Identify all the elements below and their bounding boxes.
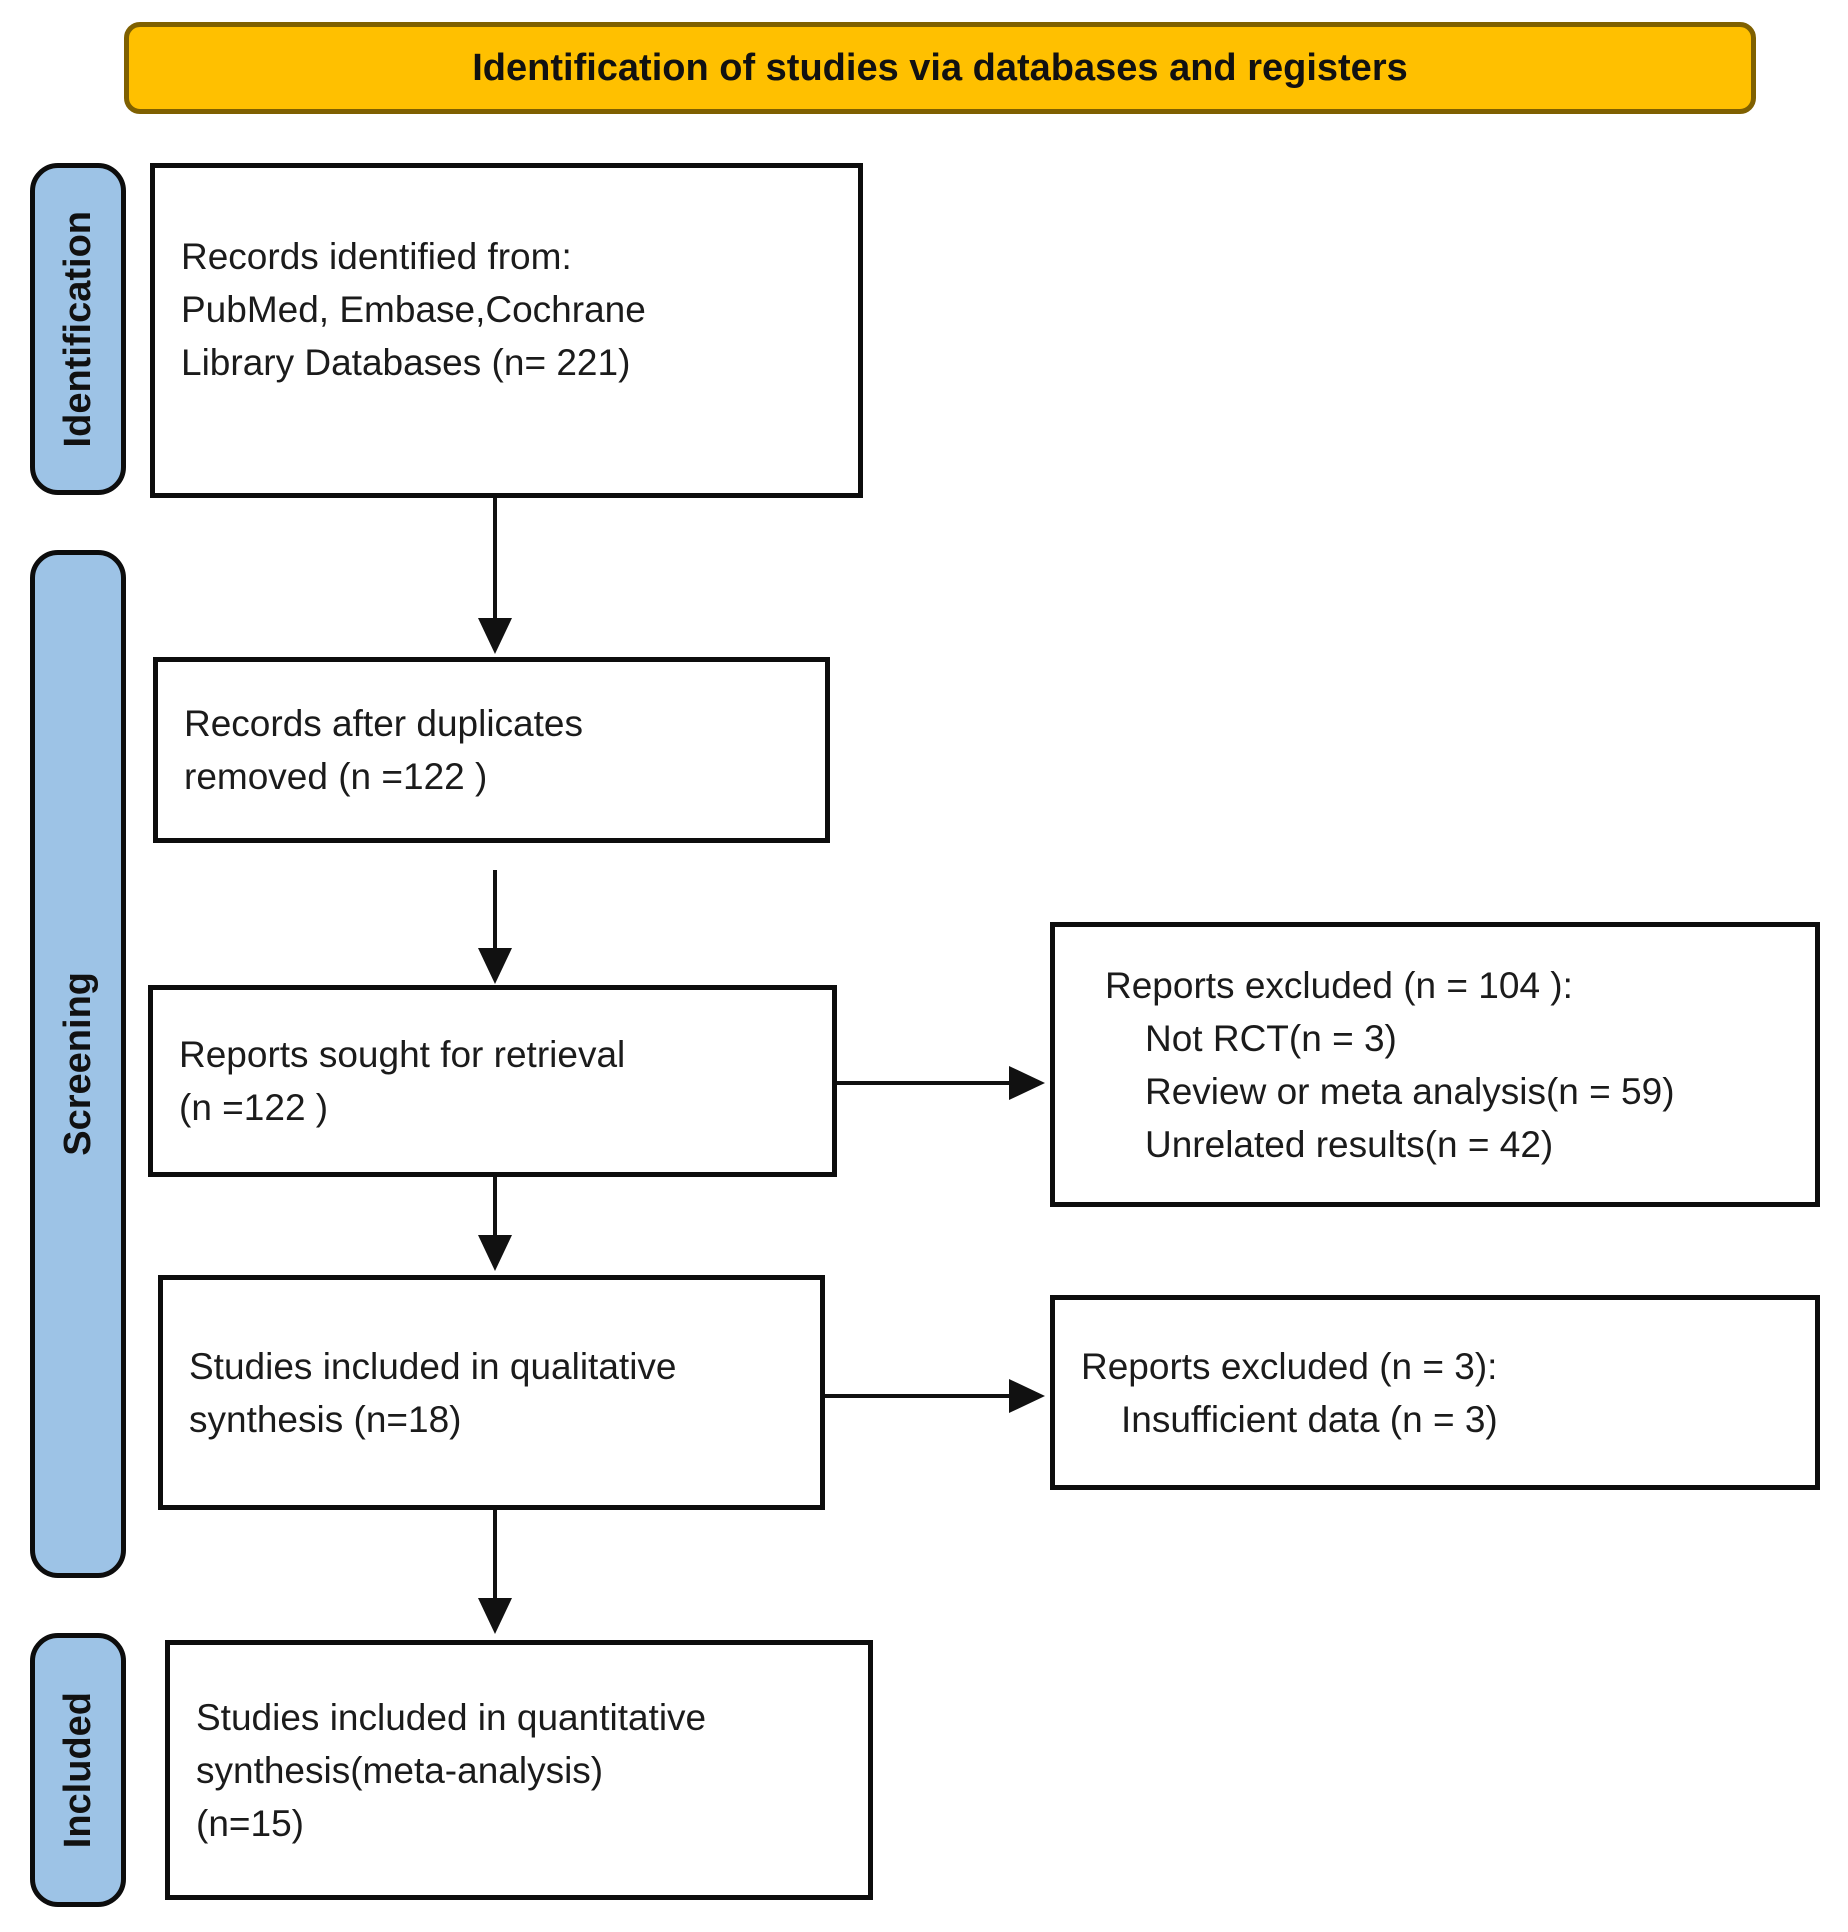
text-line: Insufficient data (n = 3) bbox=[1121, 1398, 1498, 1440]
arrow-line bbox=[493, 1177, 497, 1237]
box-records-identified-text bbox=[155, 168, 660, 389]
title-banner bbox=[124, 22, 1756, 114]
box-reports-excluded-eligibility-text bbox=[1055, 1340, 1512, 1446]
arrow-down-icon bbox=[478, 1598, 512, 1634]
stage-tab-screening bbox=[30, 550, 126, 1578]
arrow-line bbox=[837, 1081, 1011, 1085]
text-line: Reports excluded (n = 104 ): bbox=[1105, 964, 1573, 1006]
box-reports-excluded-screening bbox=[1050, 922, 1820, 1207]
box-reports-sought-text bbox=[153, 1028, 639, 1134]
box-duplicates-removed-text bbox=[158, 697, 597, 803]
arrow-down-icon bbox=[478, 618, 512, 654]
stage-label-identification: Identification bbox=[56, 210, 99, 448]
text-line: Not RCT(n = 3) bbox=[1145, 1017, 1397, 1059]
arrow-down-icon bbox=[478, 1235, 512, 1271]
stage-tab-included bbox=[30, 1633, 126, 1907]
arrow-line bbox=[493, 1510, 497, 1600]
text-line: Review or meta analysis(n = 59) bbox=[1145, 1070, 1675, 1112]
arrow-line bbox=[493, 870, 497, 950]
arrow-down-icon bbox=[478, 948, 512, 984]
box-quantitative-synthesis-text bbox=[170, 1691, 720, 1850]
diagram-title: Identification of studies via databases and registers bbox=[472, 46, 1408, 89]
text-line: (n=15) bbox=[196, 1802, 304, 1844]
arrow-right-icon bbox=[1009, 1066, 1045, 1100]
box-qualitative-synthesis-text bbox=[163, 1340, 691, 1446]
box-reports-sought bbox=[148, 985, 837, 1177]
box-reports-excluded-eligibility bbox=[1050, 1295, 1820, 1490]
stage-tab-identification bbox=[30, 163, 126, 495]
box-quantitative-synthesis bbox=[165, 1640, 873, 1900]
text-line: removed (n =122 ) bbox=[184, 756, 488, 797]
stage-label-screening: Screening bbox=[56, 972, 99, 1156]
arrow-line bbox=[493, 498, 497, 620]
text-line: synthesis (n=18) bbox=[189, 1398, 462, 1440]
arrow-right-icon bbox=[1009, 1379, 1045, 1413]
box-duplicates-removed bbox=[153, 657, 830, 843]
text-line: Library Databases (n= 221) bbox=[181, 342, 631, 383]
text-line: Unrelated results(n = 42) bbox=[1145, 1123, 1554, 1165]
text-line: synthesis(meta-analysis) bbox=[196, 1749, 604, 1791]
box-qualitative-synthesis bbox=[158, 1275, 825, 1510]
text-line: Reports excluded (n = 3): bbox=[1081, 1345, 1498, 1387]
text-line: PubMed, Embase,Cochrane bbox=[181, 289, 646, 330]
text-line: Studies included in qualitative bbox=[189, 1345, 677, 1387]
stage-label-included: Included bbox=[56, 1691, 99, 1849]
text-line: Records after duplicates bbox=[184, 703, 583, 744]
box-reports-excluded-screening-text bbox=[1055, 959, 1689, 1171]
text-line: Studies included in quantitative bbox=[196, 1696, 707, 1738]
arrow-line bbox=[825, 1394, 1011, 1398]
text-line: Reports sought for retrieval bbox=[179, 1034, 626, 1075]
text-line: (n =122 ) bbox=[179, 1087, 329, 1128]
box-records-identified bbox=[150, 163, 863, 498]
text-line: Records identified from: bbox=[181, 236, 572, 277]
